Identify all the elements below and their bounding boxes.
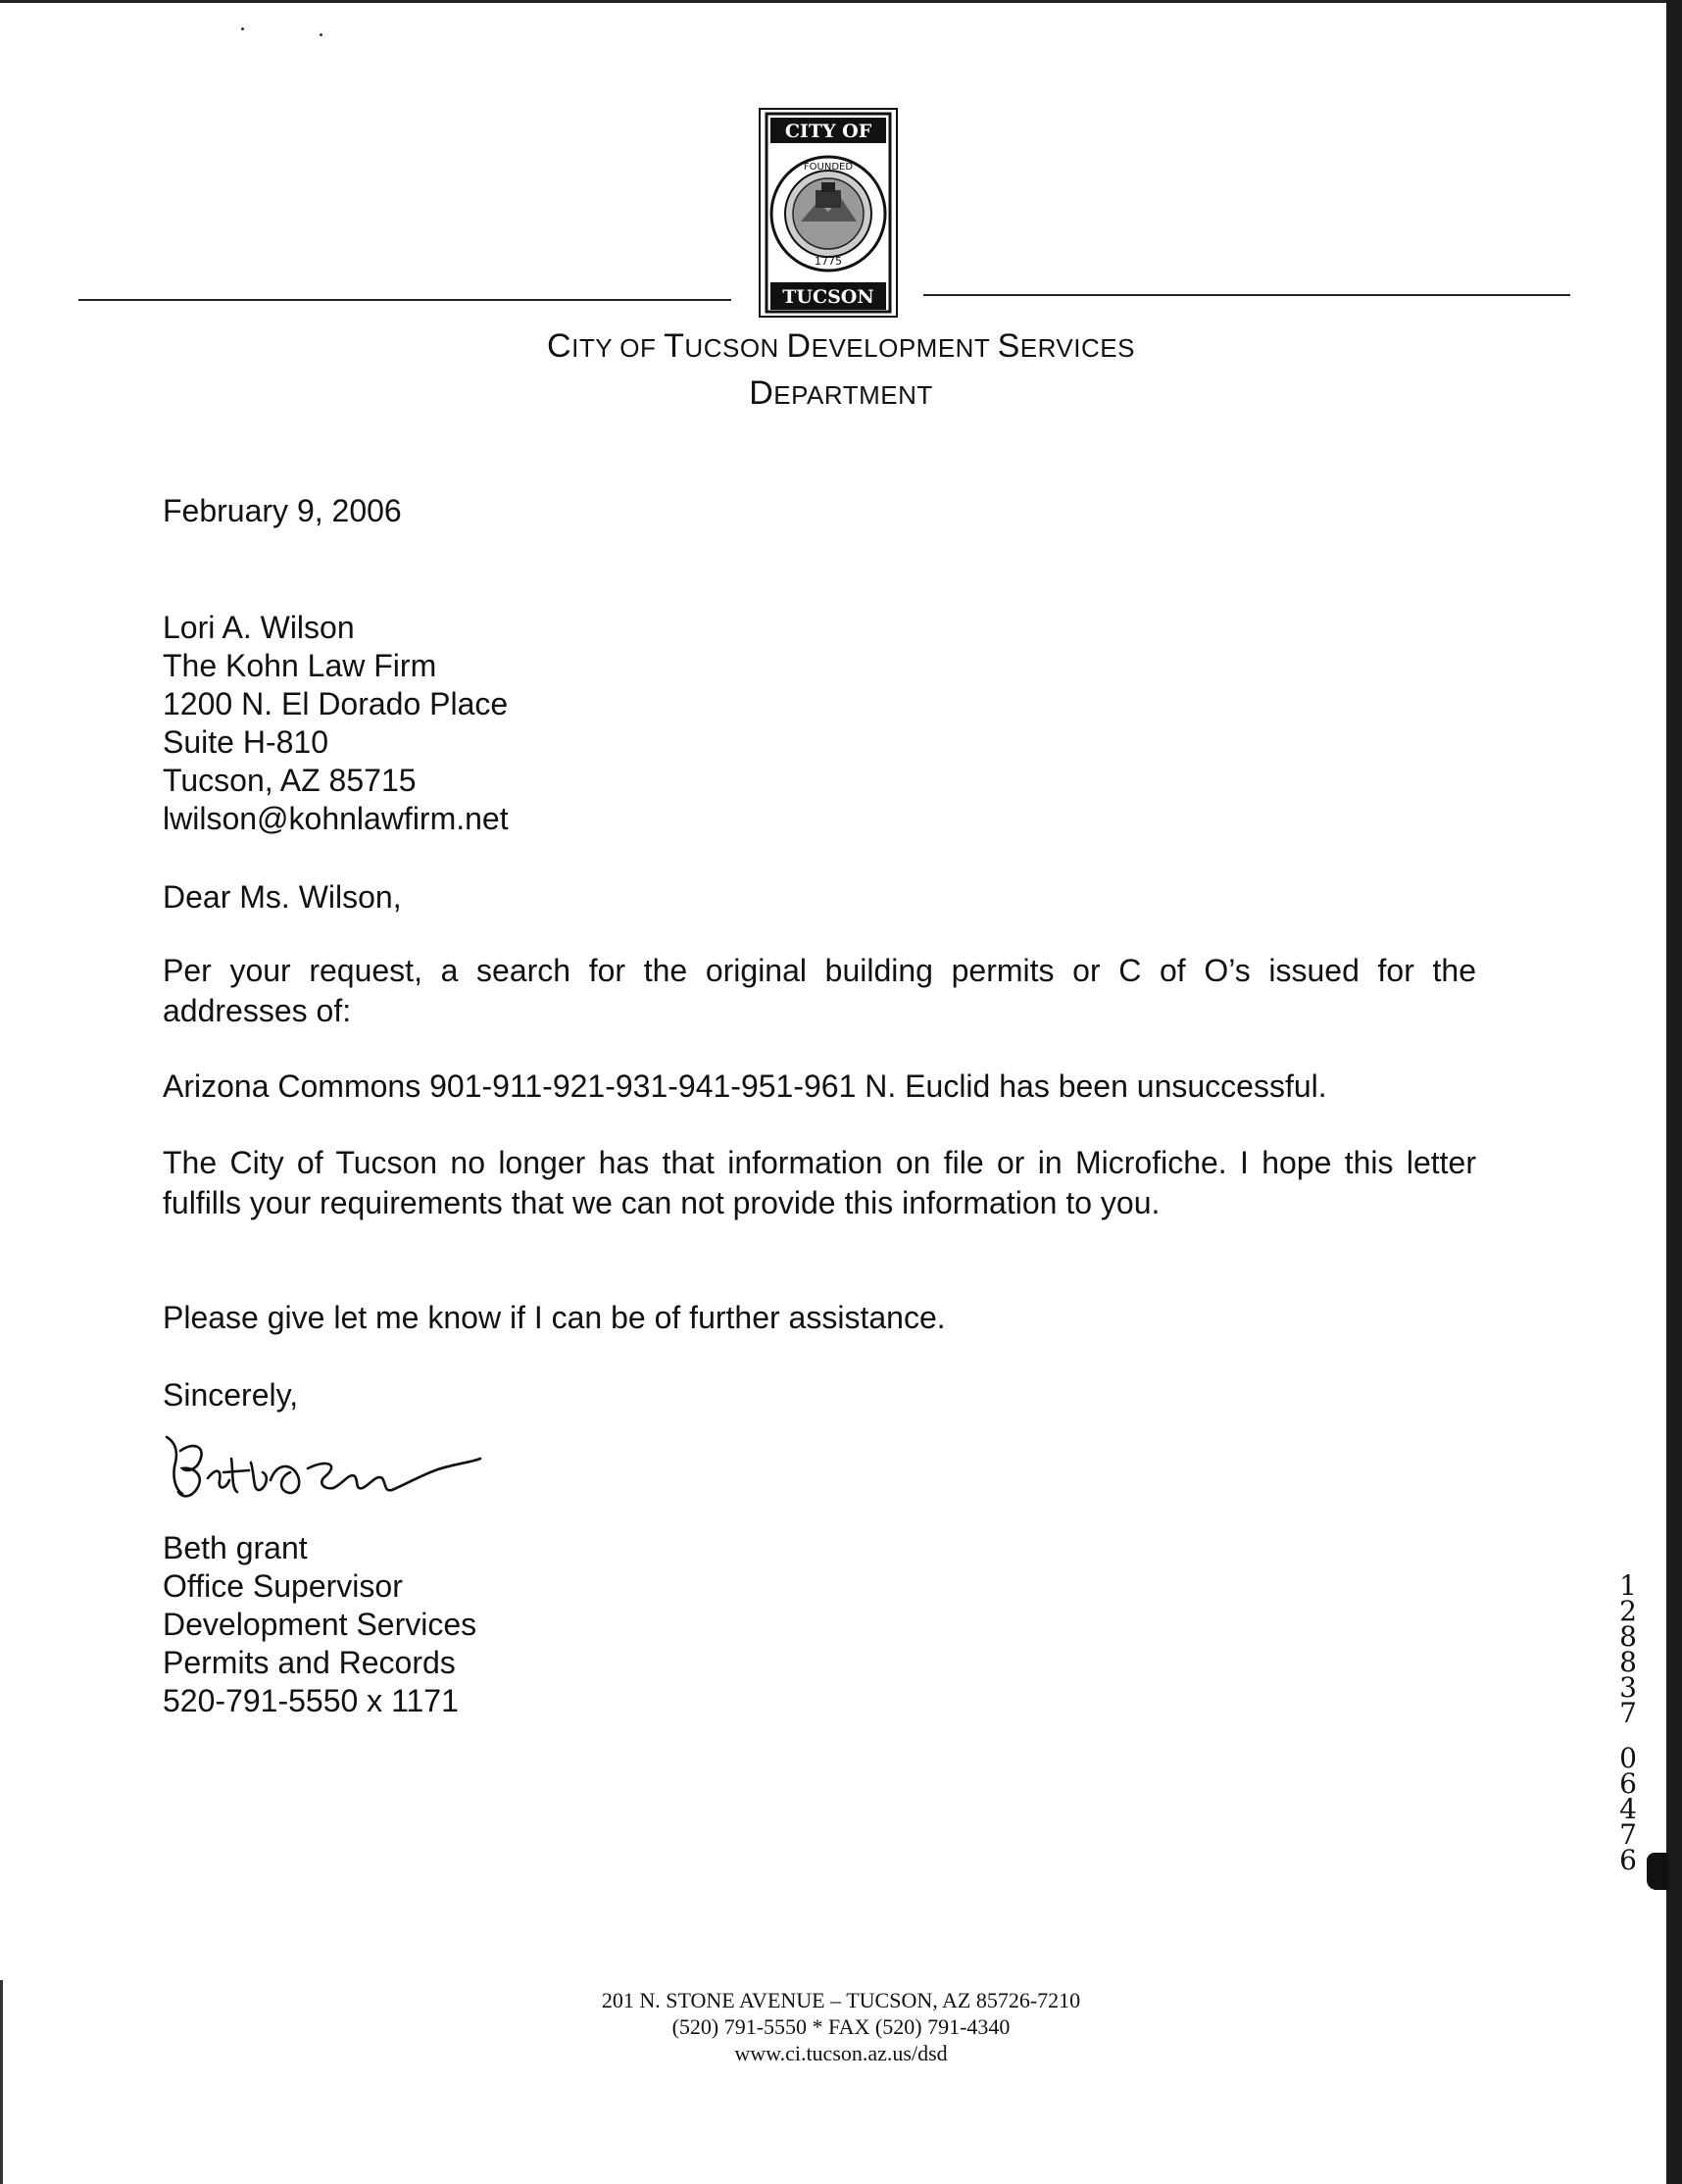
footer-phone: (520) 791-5550 * FAX (520) 791-4340 bbox=[671, 2014, 1011, 2039]
scan-blot bbox=[1647, 1853, 1668, 1890]
svg-text:CITY OF: CITY OF bbox=[784, 121, 872, 142]
svg-text:FOUNDED: FOUNDED bbox=[803, 162, 854, 173]
docnum-digit: 6 bbox=[1619, 1767, 1637, 1800]
footer-website: www.ci.tucson.az.us/dsd bbox=[734, 2041, 948, 2065]
document-control-number bbox=[1615, 1569, 1641, 1876]
docnum-digit: 2 bbox=[1619, 1595, 1637, 1627]
docnum-digit: 8 bbox=[1619, 1620, 1637, 1653]
recipient-email: lwilson@kohnlawfirm.net bbox=[163, 801, 509, 836]
handwritten-signature bbox=[161, 1433, 484, 1512]
scan-speck bbox=[320, 33, 322, 36]
footer-address: 201 N. STONE AVENUE – TUCSON, AZ 85726-7210 bbox=[601, 1988, 1081, 2012]
signer-department: Development Services bbox=[163, 1607, 477, 1642]
recipient-company: The Kohn Law Firm bbox=[163, 648, 437, 683]
svg-text:1775: 1775 bbox=[815, 255, 842, 268]
body-paragraph-1: Per your request, a search for the original building permits or C of O’s issued for the addresses of: bbox=[163, 953, 1476, 1028]
scan-edge-top bbox=[0, 0, 1682, 3]
docnum-digit: 7 bbox=[1619, 1818, 1637, 1851]
recipient-name: Lori A. Wilson bbox=[163, 610, 355, 645]
signer-phone: 520-791-5550 x 1171 bbox=[163, 1683, 459, 1718]
signer-name: Beth grant bbox=[163, 1530, 308, 1565]
recipient-suite: Suite H-810 bbox=[163, 724, 328, 760]
recipient-street: 1200 N. El Dorado Place bbox=[163, 686, 509, 721]
recipient-city: Tucson, AZ 85715 bbox=[163, 763, 417, 798]
body-paragraph-4: Please give let me know if I can be of further assistance. bbox=[163, 1300, 946, 1335]
department-title-line1: CITY OF TUCSON DEVELOPMENT SERVICES bbox=[547, 327, 1135, 365]
docnum-digit: 4 bbox=[1619, 1793, 1637, 1825]
docnum-digit: 3 bbox=[1619, 1671, 1637, 1704]
city-seal-logo bbox=[759, 108, 898, 318]
closing: Sincerely, bbox=[163, 1377, 299, 1413]
body-paragraph-3: The City of Tucson no longer has that information on file or in Microfiche. I hope this letter fulfills your requirements that we can not provide this information to you. bbox=[163, 1145, 1476, 1220]
docnum-digit: 6 bbox=[1619, 1844, 1637, 1876]
header-rule-left bbox=[78, 299, 731, 301]
letter-date: February 9, 2006 bbox=[163, 493, 402, 528]
salutation: Dear Ms. Wilson, bbox=[163, 879, 402, 915]
svg-text:TUCSON: TUCSON bbox=[782, 286, 874, 308]
recipient-address bbox=[163, 609, 509, 838]
docnum-digit: 0 bbox=[1619, 1742, 1637, 1774]
docnum-digit: 7 bbox=[1619, 1697, 1637, 1729]
docnum-digit: 8 bbox=[1619, 1646, 1637, 1678]
signer-title: Office Supervisor bbox=[163, 1568, 403, 1604]
scan-speck bbox=[241, 27, 244, 30]
department-title-line2: DEPARTMENT bbox=[749, 374, 933, 412]
body-paragraph-2: Arizona Commons 901-911-921-931-941-951-961 N. Euclid has been unsuccessful. bbox=[163, 1068, 1327, 1104]
signature-block bbox=[163, 1529, 476, 1720]
signer-division: Permits and Records bbox=[163, 1645, 456, 1680]
docnum-digit: 1 bbox=[1619, 1569, 1637, 1602]
header-rule-right bbox=[923, 294, 1570, 296]
